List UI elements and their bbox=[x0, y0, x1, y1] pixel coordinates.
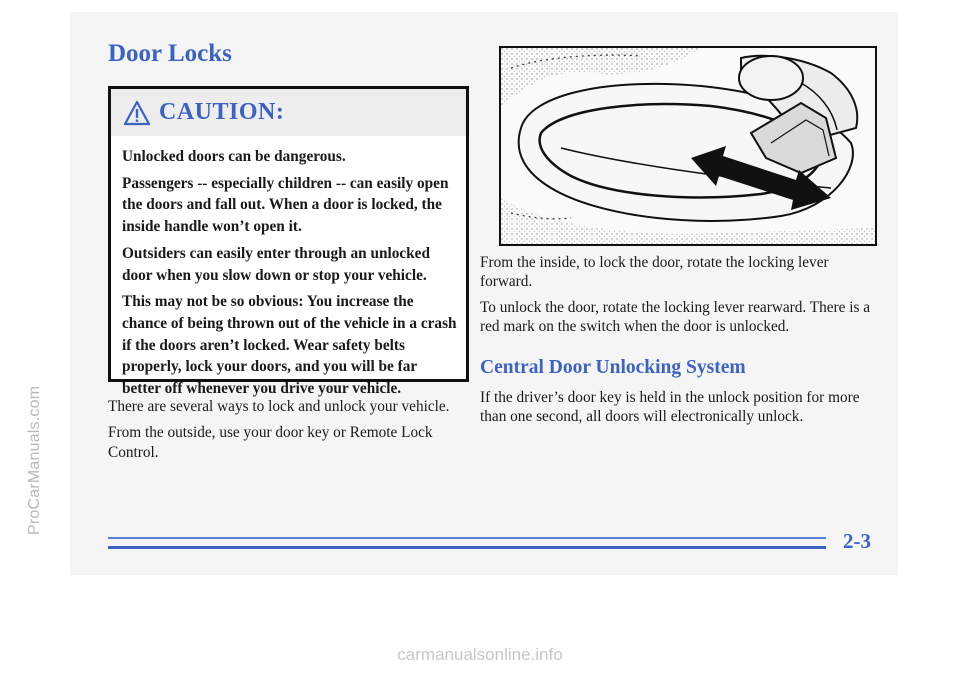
caution-paragraph: This may not be so obvious: You increase the chance of being thrown out of the vehicle in a crash if the doors aren’t locked. Wear safety belts properly, lock your doors, and you will be far better off whenever you drive your vehicle. bbox=[122, 293, 457, 398]
body-paragraph: To unlock the door, rotate the locking lever rearward. There is a red mark on the switch when the door is unlocked. bbox=[480, 299, 871, 335]
caution-paragraph: Unlocked doors can be dangerous. bbox=[122, 148, 346, 165]
footer-rule-thick bbox=[108, 546, 826, 549]
footer-watermark: carmanualsonline.info bbox=[397, 645, 563, 664]
page-number: 2-3 bbox=[843, 529, 871, 553]
left-body-text bbox=[108, 397, 478, 469]
door-lock-illustration bbox=[499, 46, 877, 246]
section-text: If the driver’s door key is held in the unlock position for more than one second, all doors will electronically unlock. bbox=[480, 389, 860, 425]
side-watermark bbox=[4, 165, 43, 535]
body-paragraph: There are several ways to lock and unlock your vehicle. bbox=[108, 398, 450, 415]
body-paragraph: From the inside, to lock the door, rotate the locking lever forward. bbox=[480, 254, 829, 290]
page-title: Door Locks bbox=[108, 40, 232, 67]
caution-paragraph: Passengers -- especially children -- can easily open the doors and fall out. When a door is locked, the inside handle won’t open it. bbox=[122, 174, 449, 236]
caution-body bbox=[122, 146, 458, 405]
section-heading: Central Door Unlocking System bbox=[480, 357, 746, 378]
caution-label: CAUTION: bbox=[159, 99, 285, 125]
caution-paragraph: Outsiders can easily enter through an unlocked door when you slow down or stop your vehicle. bbox=[122, 244, 430, 284]
footer-rule-thin bbox=[108, 537, 826, 539]
side-watermark-text: ProCarManuals.com bbox=[26, 385, 43, 535]
body-paragraph: From the outside, use your door key or Remote Lock Control. bbox=[108, 424, 433, 461]
door-handle-drawing bbox=[501, 48, 875, 244]
right-body-text bbox=[480, 253, 880, 343]
caution-box bbox=[108, 86, 469, 398]
warning-triangle-icon bbox=[123, 100, 151, 126]
caution-header bbox=[111, 89, 466, 136]
